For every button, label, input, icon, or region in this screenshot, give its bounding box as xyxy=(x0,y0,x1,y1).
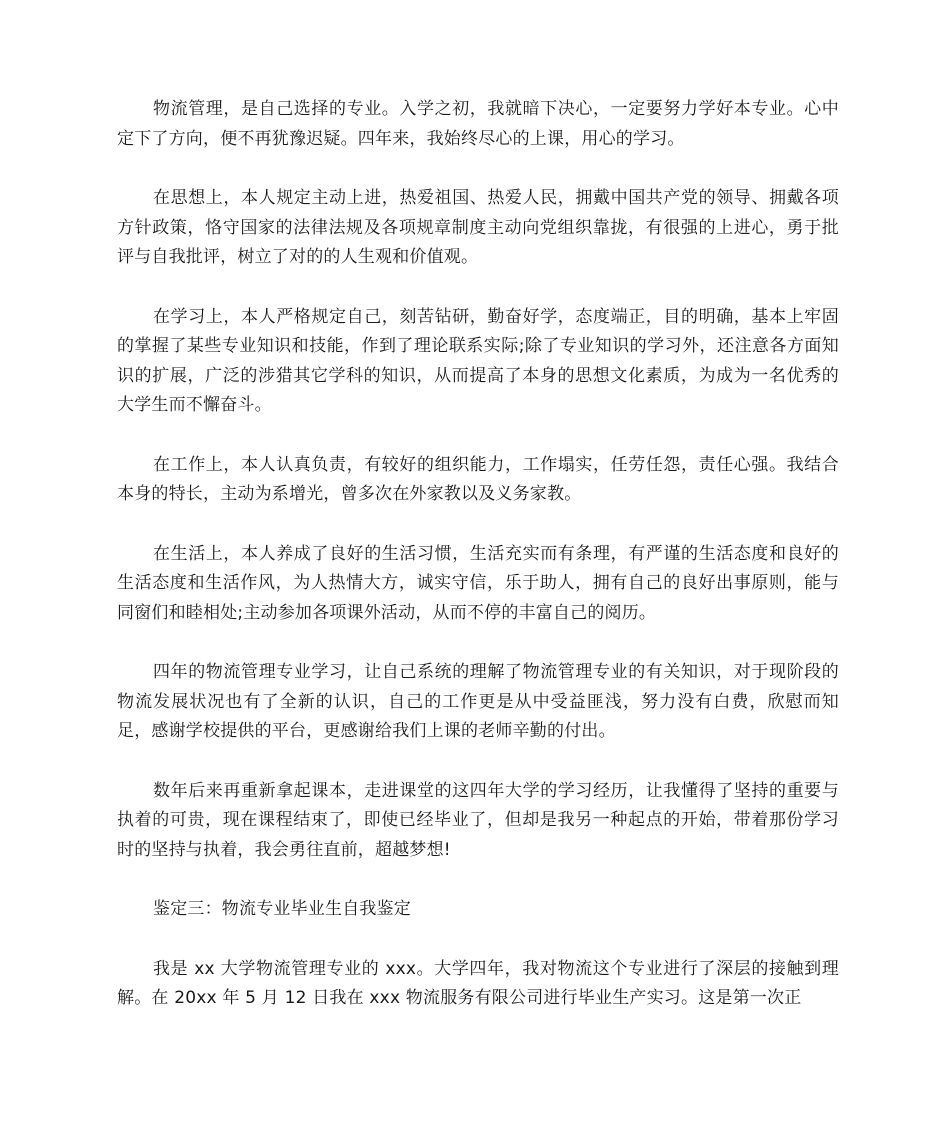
paragraph-intro: 物流管理，是自己选择的专业。入学之初，我就暗下决心，一定要努力学好本专业。心中定下了方向，便不再犹豫迟疑。四年来，我始终尽心的上课，用心的学习。 xyxy=(117,99,839,149)
paragraph-summary: 四年的物流管理专业学习，让自己系统的理解了物流管理专业的有关知识，对于现阶段的物流发展状况也有了全新的认识，自己的工作更是从中受益匪浅，努力没有白费，欣慰而知足，感谢学校提供的平台，更感谢给我们上课的老师辛勤的付出。 xyxy=(117,662,839,741)
document-page xyxy=(117,95,839,1044)
paragraph-study: 在学习上，本人严格规定自己，刻苦钻研，勤奋好学，态度端正，目的明确，基本上牢固的掌握了某些专业知识和技能，作到了理论联系实际;除了专业知识的学习外，还注意各方面知识的扩展，广泛的涉猎其它学科的知识，从而提高了本身的思想文化素质，为成为一名优秀的大学生而不懈奋斗。 xyxy=(117,306,839,415)
paragraph-final: 我是 xx 大学物流管理专业的 xxx。大学四年，我对物流这个专业进行了深层的接触到理解。在 20xx 年 5 月 12 日我在 xxx 物流服务有限公司进行毕业生产实习。这是第一次正 xyxy=(117,958,839,1008)
section-heading: 鉴定三：物流专业毕业生自我鉴定 xyxy=(153,899,411,919)
paragraph-work: 在工作上，本人认真负责，有较好的组织能力，工作塌实，任劳任怨，责任心强。我结合本身的特长，主动为系增光，曾多次在外家教以及义务家教。 xyxy=(117,454,839,504)
paragraph-thought: 在思想上，本人规定主动上进，热爱祖国、热爱人民，拥戴中国共产党的领导、拥戴各项方针政策，恪守国家的法律法规及各项规章制度主动向党组织靠拢，有很强的上进心，勇于批评与自我批评，树立了对的的人生观和价值观。 xyxy=(117,188,839,267)
paragraph-life: 在生活上，本人养成了良好的生活习惯，生活充实而有条理，有严谨的生活态度和良好的生活态度和生活作风，为人热情大方，诚实守信，乐于助人，拥有自己的良好出事原则，能与同窗们和睦相处;主动参加各项课外活动，从而不停的丰富自己的阅历。 xyxy=(117,543,839,623)
paragraph-conclusion: 数年后来再重新拿起课本，走进课堂的这四年大学的学习经历，让我懂得了坚持的重要与执着的可贵，现在课程结束了，即使已经毕业了，但却是我另一种起点的开始，带着那份学习时的坚持与执着，我会勇往直前，超越梦想! xyxy=(117,780,839,860)
